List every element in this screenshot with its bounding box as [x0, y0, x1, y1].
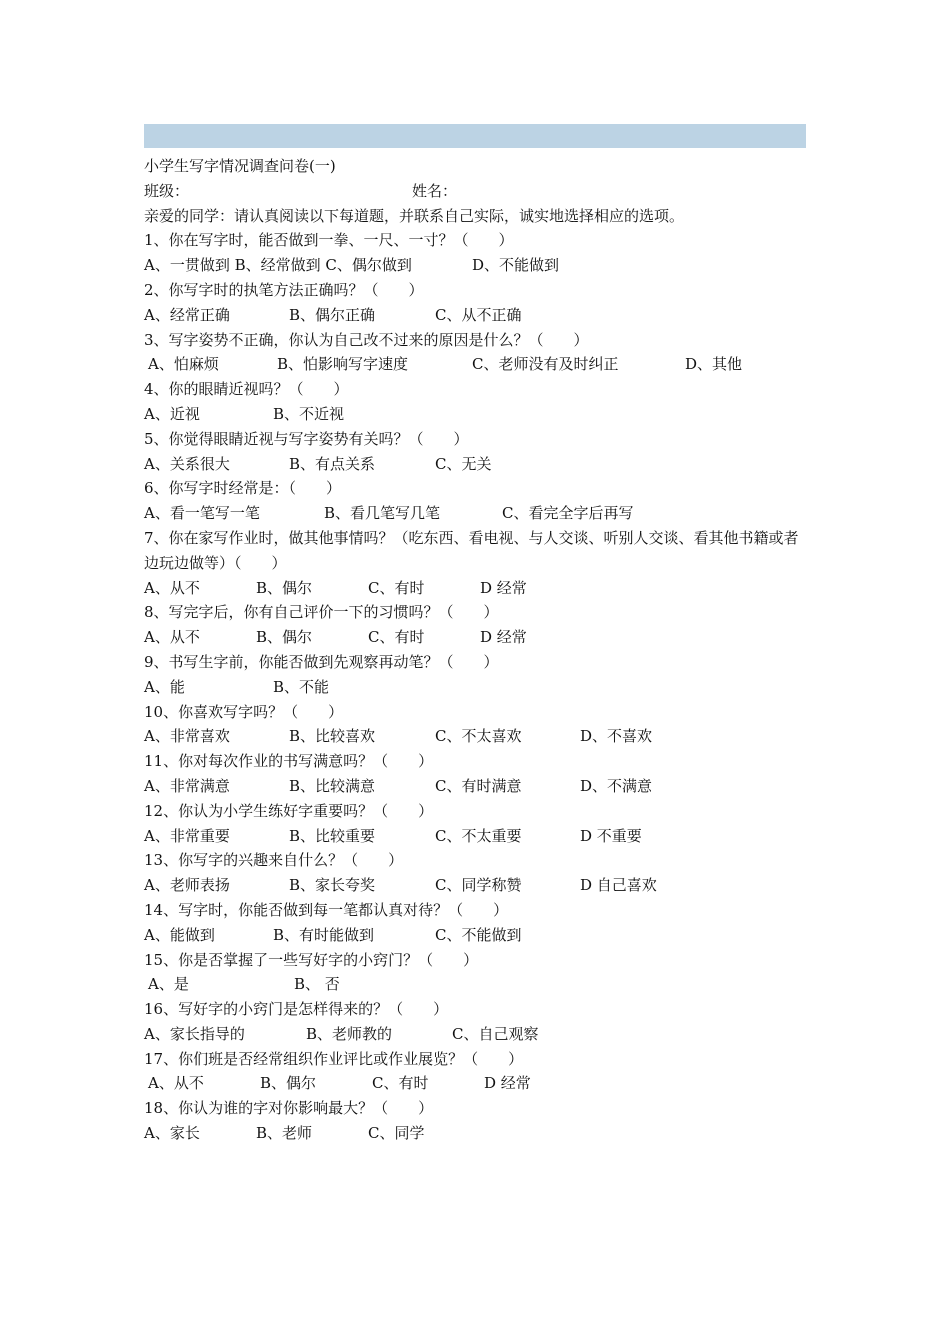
option-17b: B、偶尔 — [260, 1074, 317, 1093]
option-17d: D 经常 — [484, 1074, 531, 1093]
survey-document — [144, 154, 808, 1146]
option-15b: B、 否 — [294, 975, 340, 994]
option-13c: C、同学称赞 — [435, 876, 522, 895]
option-3d: D、其他 — [685, 355, 743, 374]
option-7a: A、从不 — [144, 578, 200, 597]
options-3 — [144, 352, 808, 377]
option-14a: A、能做到 — [144, 925, 215, 944]
options-17 — [144, 1071, 808, 1096]
option-11a: A、非常满意 — [144, 776, 230, 795]
options-1 — [144, 253, 808, 278]
option-11c: C、有时满意 — [435, 776, 522, 795]
option-18c: C、同学 — [368, 1124, 425, 1143]
question-13: 13、你写字的兴趣来自什么？（ ） — [144, 851, 404, 870]
question-2: 2、你写字时的执笔方法正确吗？（ ） — [144, 280, 424, 299]
question-5: 5、你觉得眼睛近视与写字姿势有关吗？（ ） — [144, 429, 469, 448]
option-17c: C、有时 — [372, 1074, 429, 1093]
name-label: 姓名： — [412, 181, 458, 200]
option-15a: A、是 — [148, 975, 189, 994]
option-8c: C、有时 — [368, 628, 425, 647]
option-1d: D、不能做到 — [472, 256, 560, 275]
question-1: 1、你在写字时，能否做到一拳、一尺、一寸？（ ） — [144, 231, 514, 250]
option-9b: B、不能 — [273, 677, 330, 696]
question-4: 4、你的眼睛近视吗？（ ） — [144, 380, 349, 399]
question-14: 14、写字时，你能否做到每一笔都认真对待？（ ） — [144, 900, 509, 919]
options-15 — [144, 972, 808, 997]
option-12b: B、比较重要 — [289, 826, 376, 845]
question-3: 3、写字姿势不正确，你认为自己改不过来的原因是什么？（ ） — [144, 330, 589, 349]
option-13b: B、家长夸奖 — [289, 876, 376, 895]
option-6a: A、看一笔写一笔 — [144, 504, 260, 523]
options-7 — [144, 576, 808, 601]
option-18b: B、老师 — [256, 1124, 313, 1143]
option-12a: A、非常重要 — [144, 826, 230, 845]
option-2a: A、经常正确 — [144, 305, 230, 324]
info-row — [144, 179, 808, 204]
option-16b: B、老师教的 — [306, 1024, 393, 1043]
question-12: 12、你认为小学生练好字重要吗？（ ） — [144, 801, 434, 820]
option-8d: D 经常 — [480, 628, 527, 647]
option-2c: C、从不正确 — [435, 305, 522, 324]
option-10d: D、不喜欢 — [580, 727, 653, 746]
option-10c: C、不太喜欢 — [435, 727, 522, 746]
option-10b: B、比较喜欢 — [289, 727, 376, 746]
option-7d: D 经常 — [480, 578, 527, 597]
document-title: 小学生写字情况调查问卷(一) — [144, 157, 336, 175]
option-2b: B、偶尔正确 — [289, 305, 376, 324]
options-13 — [144, 873, 808, 898]
option-3b: B、怕影响写字速度 — [277, 355, 409, 374]
option-8a: A、从不 — [144, 628, 200, 647]
options-2 — [144, 303, 808, 328]
options-14 — [144, 923, 808, 948]
option-18a: A、家长 — [144, 1124, 200, 1143]
options-9 — [144, 675, 808, 700]
option-11b: B、比较满意 — [289, 776, 376, 795]
option-5a: A、关系很大 — [144, 454, 230, 473]
option-7b: B、偶尔 — [256, 578, 313, 597]
option-12d: D 不重要 — [580, 826, 642, 845]
option-8b: B、偶尔 — [256, 628, 313, 647]
option-6c: C、看完全字后再写 — [502, 504, 634, 523]
option-16c: C、自己观察 — [452, 1024, 539, 1043]
class-label: 班级： — [144, 181, 190, 200]
question-15: 15、你是否掌握了一些写好字的小窍门？（ ） — [144, 950, 479, 969]
question-11: 11、你对每次作业的书写满意吗？（ ） — [144, 752, 434, 771]
question-7: 7、你在家写作业时，做其他事情吗？（吃东西、看电视、与人交谈、听别人交谈、看其他书籍或者边玩边做等）（ ） — [144, 528, 799, 572]
question-17: 17、你们班是否经常组织作业评比或作业展览？（ ） — [144, 1049, 524, 1068]
options-10 — [144, 724, 808, 749]
options-18 — [144, 1121, 808, 1146]
option-3c: C、老师没有及时纠正 — [472, 355, 619, 374]
option-14c: C、不能做到 — [435, 925, 522, 944]
option-9a: A、能 — [144, 677, 185, 696]
option-10a: A、非常喜欢 — [144, 727, 230, 746]
option-11d: D、不满意 — [580, 776, 653, 795]
question-8: 8、写完字后，你有自己评价一下的习惯吗？（ ） — [144, 603, 499, 622]
option-14b: B、有时能做到 — [273, 925, 375, 944]
options-6 — [144, 501, 808, 526]
question-16: 16、写好字的小窍门是怎样得来的？（ ） — [144, 1000, 449, 1019]
option-12c: C、不太重要 — [435, 826, 522, 845]
options-4 — [144, 402, 808, 427]
header-band — [144, 124, 806, 148]
option-3a: A、怕麻烦 — [148, 355, 219, 374]
option-13d: D 自己喜欢 — [580, 876, 657, 895]
option-4a: A、近视 — [144, 404, 200, 423]
option-5b: B、有点关系 — [289, 454, 376, 473]
option-13a: A、老师表扬 — [144, 876, 230, 895]
option-6b: B、看几笔写几笔 — [324, 504, 441, 523]
option-4b: B、不近视 — [273, 404, 345, 423]
intro-text: 亲爱的同学：请认真阅读以下每道题，并联系自己实际，诚实地选择相应的选项。 — [144, 206, 685, 225]
question-18: 18、你认为谁的字对你影响最大？（ ） — [144, 1099, 434, 1118]
options-8 — [144, 625, 808, 650]
options-12 — [144, 824, 808, 849]
question-9: 9、书写生字前，你能否做到先观察再动笔？（ ） — [144, 652, 499, 671]
options-11 — [144, 774, 808, 799]
question-6: 6、你写字时经常是：（ ） — [144, 479, 342, 498]
options-16 — [144, 1022, 808, 1047]
option-7c: C、有时 — [368, 578, 425, 597]
option-5c: C、无关 — [435, 454, 492, 473]
options-5 — [144, 452, 808, 477]
option-16a: A、家长指导的 — [144, 1024, 245, 1043]
option-17a: A、从不 — [148, 1074, 204, 1093]
question-10: 10、你喜欢写字吗？（ ） — [144, 702, 344, 721]
option-1a-c: A、一贯做到 B、经常做到 C、偶尔做到 — [144, 256, 412, 275]
